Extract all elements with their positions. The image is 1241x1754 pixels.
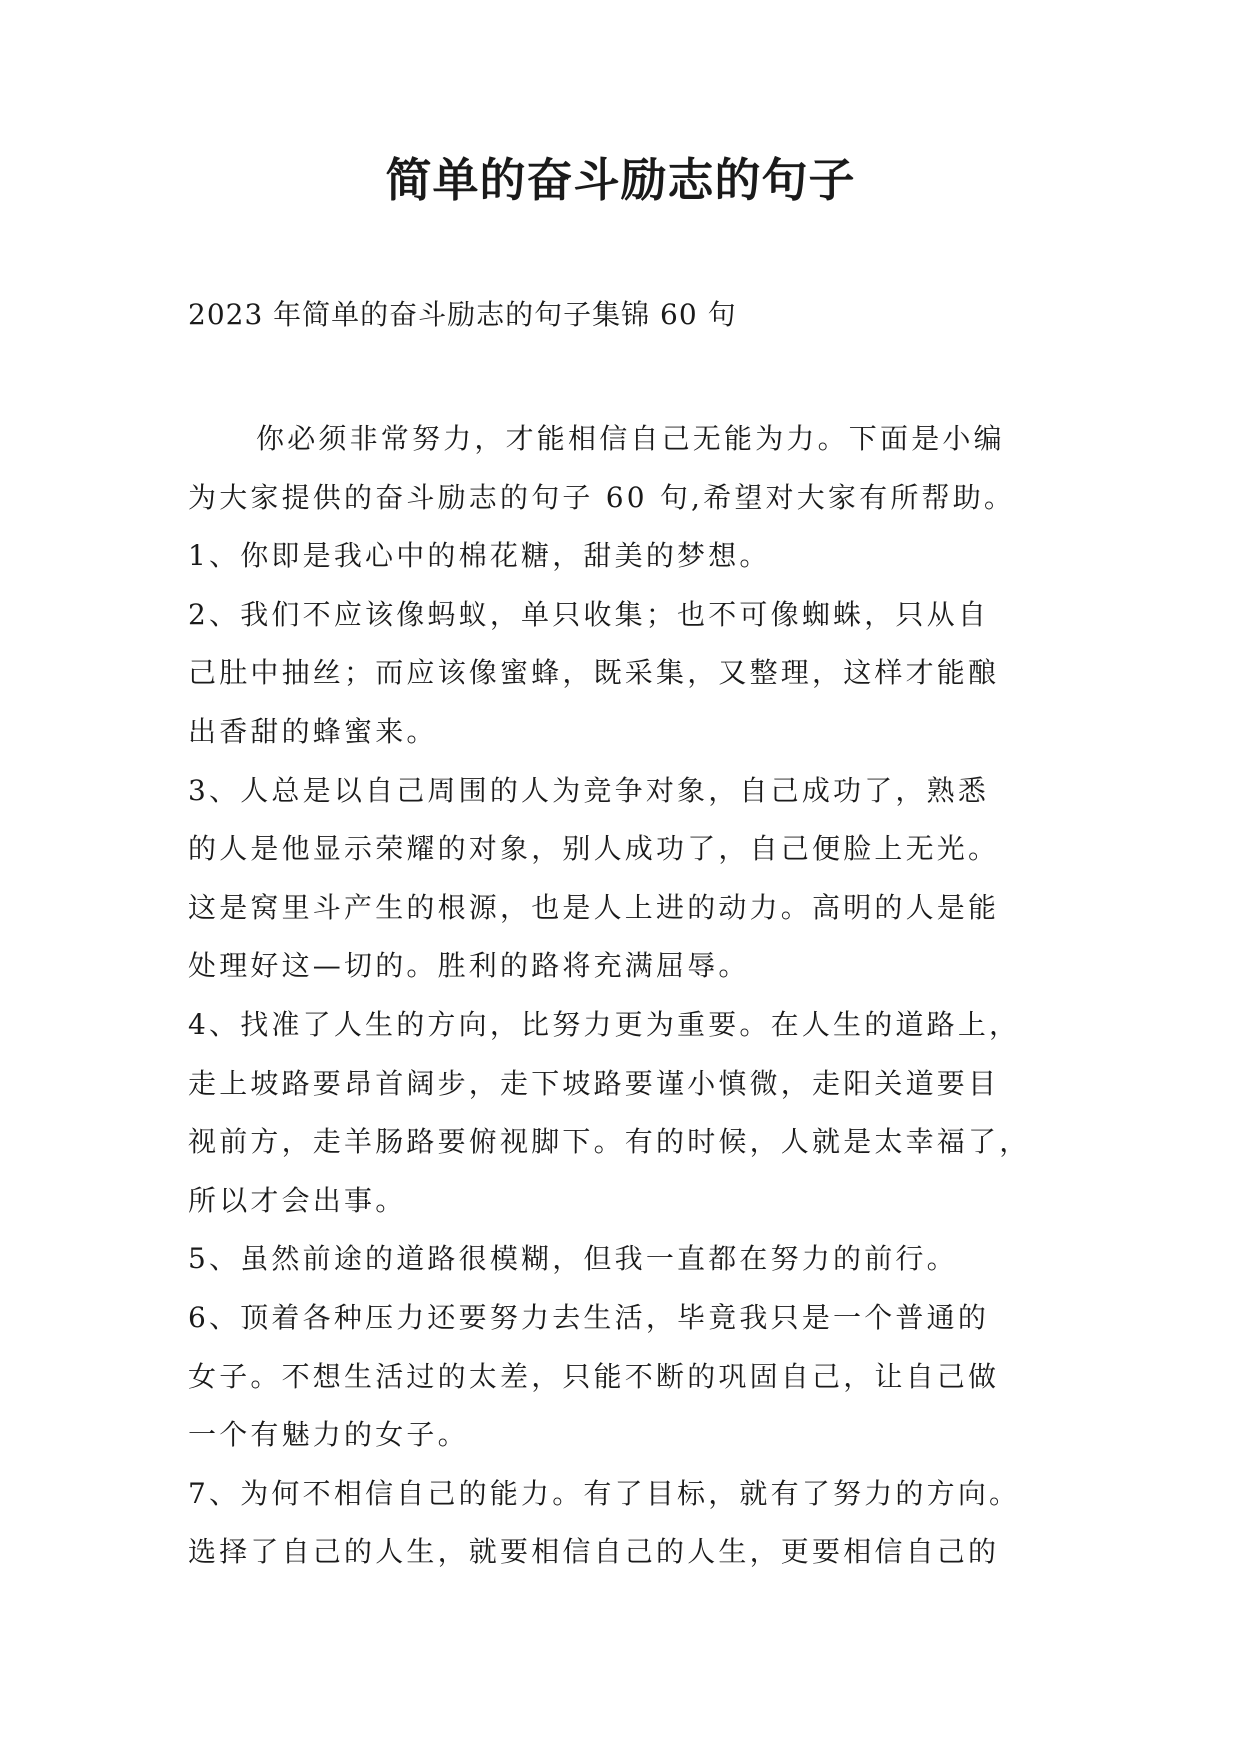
text-line: 这是窝里斗产生的根源，也是人上进的动力。高明的人是能	[188, 890, 1000, 924]
text-line: 处理好这—切的。胜利的路将充满屈辱。	[188, 949, 750, 983]
text-line: 所以才会出事。	[188, 1183, 407, 1217]
document-subtitle: 2023 年简单的奋斗励志的句子集锦 60 句	[188, 298, 737, 331]
text-line: 选择了自己的人生，就要相信自己的人生，更要相信自己的	[188, 1535, 1000, 1569]
text-line: 1、你即是我心中的棉花糖，甜美的梦想。	[188, 539, 771, 573]
text-line: 为大家提供的奋斗励志的句子 60 句,希望对大家有所帮助。	[188, 480, 1016, 514]
text-line: 4、找准了人生的方向，比努力更为重要。在人生的道路上，	[188, 1007, 1021, 1041]
text-line: 你必须非常努力，才能相信自己无能为力。下面是小编	[256, 422, 1005, 455]
text-line: 的人是他显示荣耀的对象，别人成功了，自己便脸上无光。	[188, 832, 1000, 866]
text-line: 6、顶着各种压力还要努力去生活，毕竟我只是一个普通的	[188, 1300, 990, 1334]
text-line: 一个有魅力的女子。	[188, 1418, 469, 1452]
document-body	[188, 410, 1068, 1582]
text-line: 己肚中抽丝；而应该像蜜蜂，既采集，又整理，这样才能酿	[188, 656, 1000, 690]
text-line: 女子。不想生活过的太差，只能不断的巩固自己，让自己做	[188, 1359, 1000, 1393]
text-line: 2、我们不应该像蚂蚁，单只收集；也不可像蜘蛛，只从自	[188, 597, 990, 631]
text-line: 走上坡路要昂首阔步，走下坡路要谨小慎微，走阳关道要目	[188, 1066, 1000, 1100]
text-line: 3、人总是以自己周围的人为竞争对象，自己成功了，熟悉	[188, 773, 990, 807]
text-line: 视前方，走羊肠路要俯视脚下。有的时候，人就是太幸福了，	[188, 1125, 1031, 1159]
text-line: 5、虽然前途的道路很模糊，但我一直都在努力的前行。	[188, 1242, 958, 1276]
text-line: 7、为何不相信自己的能力。有了目标，就有了努力的方向。	[188, 1476, 1021, 1510]
text-line: 出香甜的蜂蜜来。	[188, 714, 438, 748]
document-title: 简单的奋斗励志的句子	[385, 153, 856, 207]
